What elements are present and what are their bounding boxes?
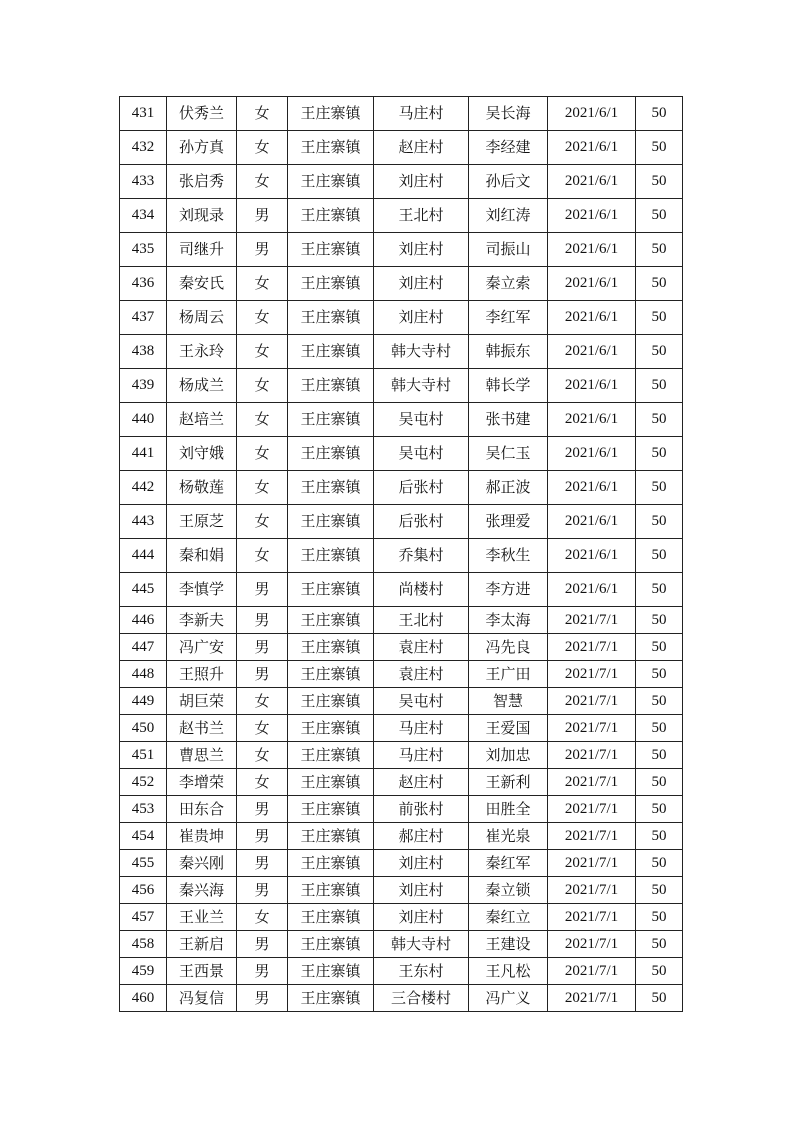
cell-town: 王庄寨镇 bbox=[288, 607, 374, 634]
cell-village: 乔集村 bbox=[374, 539, 469, 573]
table-row bbox=[120, 131, 683, 165]
cell-row-number: 450 bbox=[120, 715, 167, 742]
cell-agent-name: 智慧 bbox=[469, 688, 548, 715]
cell-person-name: 赵书兰 bbox=[167, 715, 237, 742]
cell-payment-date: 2021/7/1 bbox=[548, 607, 636, 634]
cell-row-number: 433 bbox=[120, 165, 167, 199]
cell-gender: 女 bbox=[237, 904, 288, 931]
cell-amount: 50 bbox=[636, 199, 683, 233]
cell-row-number: 453 bbox=[120, 796, 167, 823]
cell-town: 王庄寨镇 bbox=[288, 165, 374, 199]
cell-village: 尚楼村 bbox=[374, 573, 469, 607]
cell-gender: 女 bbox=[237, 505, 288, 539]
cell-gender: 男 bbox=[237, 823, 288, 850]
cell-town: 王庄寨镇 bbox=[288, 661, 374, 688]
cell-amount: 50 bbox=[636, 715, 683, 742]
cell-village: 三合楼村 bbox=[374, 985, 469, 1012]
cell-village: 吴屯村 bbox=[374, 437, 469, 471]
cell-payment-date: 2021/7/1 bbox=[548, 769, 636, 796]
cell-town: 王庄寨镇 bbox=[288, 904, 374, 931]
cell-gender: 女 bbox=[237, 165, 288, 199]
cell-row-number: 436 bbox=[120, 267, 167, 301]
cell-row-number: 457 bbox=[120, 904, 167, 931]
cell-person-name: 伏秀兰 bbox=[167, 97, 237, 131]
roster-body bbox=[120, 97, 683, 1012]
cell-gender: 男 bbox=[237, 661, 288, 688]
cell-town: 王庄寨镇 bbox=[288, 742, 374, 769]
cell-village: 刘庄村 bbox=[374, 877, 469, 904]
cell-gender: 男 bbox=[237, 199, 288, 233]
cell-person-name: 王原芝 bbox=[167, 505, 237, 539]
cell-row-number: 446 bbox=[120, 607, 167, 634]
cell-village: 后张村 bbox=[374, 505, 469, 539]
cell-row-number: 437 bbox=[120, 301, 167, 335]
table-row bbox=[120, 823, 683, 850]
cell-payment-date: 2021/6/1 bbox=[548, 539, 636, 573]
cell-amount: 50 bbox=[636, 823, 683, 850]
cell-village: 刘庄村 bbox=[374, 267, 469, 301]
cell-town: 王庄寨镇 bbox=[288, 369, 374, 403]
cell-town: 王庄寨镇 bbox=[288, 769, 374, 796]
cell-payment-date: 2021/7/1 bbox=[548, 850, 636, 877]
cell-payment-date: 2021/6/1 bbox=[548, 165, 636, 199]
cell-village: 刘庄村 bbox=[374, 301, 469, 335]
cell-payment-date: 2021/6/1 bbox=[548, 573, 636, 607]
cell-amount: 50 bbox=[636, 403, 683, 437]
cell-row-number: 443 bbox=[120, 505, 167, 539]
cell-village: 吴屯村 bbox=[374, 688, 469, 715]
cell-village: 韩大寺村 bbox=[374, 335, 469, 369]
cell-town: 王庄寨镇 bbox=[288, 715, 374, 742]
cell-person-name: 刘现录 bbox=[167, 199, 237, 233]
cell-village: 袁庄村 bbox=[374, 661, 469, 688]
cell-gender: 女 bbox=[237, 131, 288, 165]
cell-village: 郝庄村 bbox=[374, 823, 469, 850]
table-row bbox=[120, 233, 683, 267]
table-row bbox=[120, 335, 683, 369]
cell-agent-name: 冯广义 bbox=[469, 985, 548, 1012]
cell-town: 王庄寨镇 bbox=[288, 573, 374, 607]
cell-gender: 女 bbox=[237, 688, 288, 715]
cell-person-name: 孙方真 bbox=[167, 131, 237, 165]
cell-village: 马庄村 bbox=[374, 97, 469, 131]
cell-agent-name: 刘红涛 bbox=[469, 199, 548, 233]
cell-agent-name: 李秋生 bbox=[469, 539, 548, 573]
cell-payment-date: 2021/6/1 bbox=[548, 471, 636, 505]
cell-row-number: 434 bbox=[120, 199, 167, 233]
table-row bbox=[120, 369, 683, 403]
table-row bbox=[120, 796, 683, 823]
cell-gender: 女 bbox=[237, 403, 288, 437]
cell-town: 王庄寨镇 bbox=[288, 823, 374, 850]
cell-row-number: 441 bbox=[120, 437, 167, 471]
cell-agent-name: 崔光泉 bbox=[469, 823, 548, 850]
cell-amount: 50 bbox=[636, 335, 683, 369]
cell-agent-name: 张理爱 bbox=[469, 505, 548, 539]
cell-village: 王北村 bbox=[374, 607, 469, 634]
table-row bbox=[120, 573, 683, 607]
table-row bbox=[120, 301, 683, 335]
cell-row-number: 445 bbox=[120, 573, 167, 607]
cell-village: 袁庄村 bbox=[374, 634, 469, 661]
cell-agent-name: 李太海 bbox=[469, 607, 548, 634]
cell-gender: 男 bbox=[237, 931, 288, 958]
cell-agent-name: 田胜全 bbox=[469, 796, 548, 823]
cell-amount: 50 bbox=[636, 769, 683, 796]
table-row bbox=[120, 661, 683, 688]
cell-gender: 女 bbox=[237, 471, 288, 505]
cell-payment-date: 2021/6/1 bbox=[548, 301, 636, 335]
cell-gender: 女 bbox=[237, 742, 288, 769]
cell-payment-date: 2021/6/1 bbox=[548, 369, 636, 403]
cell-payment-date: 2021/6/1 bbox=[548, 233, 636, 267]
cell-payment-date: 2021/6/1 bbox=[548, 437, 636, 471]
cell-amount: 50 bbox=[636, 688, 683, 715]
cell-town: 王庄寨镇 bbox=[288, 505, 374, 539]
cell-person-name: 司继升 bbox=[167, 233, 237, 267]
cell-agent-name: 王爱国 bbox=[469, 715, 548, 742]
cell-payment-date: 2021/7/1 bbox=[548, 823, 636, 850]
table-row bbox=[120, 539, 683, 573]
cell-agent-name: 司振山 bbox=[469, 233, 548, 267]
cell-town: 王庄寨镇 bbox=[288, 634, 374, 661]
cell-town: 王庄寨镇 bbox=[288, 403, 374, 437]
cell-town: 王庄寨镇 bbox=[288, 539, 374, 573]
cell-town: 王庄寨镇 bbox=[288, 437, 374, 471]
cell-payment-date: 2021/7/1 bbox=[548, 796, 636, 823]
cell-village: 韩大寺村 bbox=[374, 931, 469, 958]
table-row bbox=[120, 199, 683, 233]
cell-payment-date: 2021/7/1 bbox=[548, 715, 636, 742]
cell-gender: 男 bbox=[237, 796, 288, 823]
cell-amount: 50 bbox=[636, 505, 683, 539]
cell-agent-name: 韩振东 bbox=[469, 335, 548, 369]
cell-amount: 50 bbox=[636, 301, 683, 335]
cell-row-number: 438 bbox=[120, 335, 167, 369]
table-row bbox=[120, 607, 683, 634]
table-row bbox=[120, 850, 683, 877]
cell-amount: 50 bbox=[636, 877, 683, 904]
cell-payment-date: 2021/7/1 bbox=[548, 877, 636, 904]
cell-agent-name: 秦红军 bbox=[469, 850, 548, 877]
cell-agent-name: 郝正波 bbox=[469, 471, 548, 505]
cell-person-name: 田东合 bbox=[167, 796, 237, 823]
cell-town: 王庄寨镇 bbox=[288, 985, 374, 1012]
cell-row-number: 440 bbox=[120, 403, 167, 437]
cell-village: 马庄村 bbox=[374, 715, 469, 742]
cell-person-name: 刘守娥 bbox=[167, 437, 237, 471]
cell-town: 王庄寨镇 bbox=[288, 796, 374, 823]
cell-agent-name: 秦立索 bbox=[469, 267, 548, 301]
cell-row-number: 460 bbox=[120, 985, 167, 1012]
cell-amount: 50 bbox=[636, 607, 683, 634]
cell-village: 刘庄村 bbox=[374, 904, 469, 931]
cell-person-name: 秦安氏 bbox=[167, 267, 237, 301]
cell-agent-name: 吴仁玉 bbox=[469, 437, 548, 471]
cell-person-name: 杨成兰 bbox=[167, 369, 237, 403]
cell-row-number: 454 bbox=[120, 823, 167, 850]
cell-amount: 50 bbox=[636, 742, 683, 769]
cell-village: 赵庄村 bbox=[374, 131, 469, 165]
cell-amount: 50 bbox=[636, 634, 683, 661]
cell-row-number: 452 bbox=[120, 769, 167, 796]
cell-gender: 男 bbox=[237, 573, 288, 607]
cell-row-number: 459 bbox=[120, 958, 167, 985]
cell-gender: 男 bbox=[237, 850, 288, 877]
cell-amount: 50 bbox=[636, 471, 683, 505]
cell-town: 王庄寨镇 bbox=[288, 877, 374, 904]
cell-row-number: 439 bbox=[120, 369, 167, 403]
cell-amount: 50 bbox=[636, 165, 683, 199]
cell-town: 王庄寨镇 bbox=[288, 97, 374, 131]
cell-town: 王庄寨镇 bbox=[288, 131, 374, 165]
cell-village: 王东村 bbox=[374, 958, 469, 985]
cell-amount: 50 bbox=[636, 850, 683, 877]
table-row bbox=[120, 769, 683, 796]
table-row bbox=[120, 877, 683, 904]
cell-person-name: 李新夫 bbox=[167, 607, 237, 634]
cell-payment-date: 2021/7/1 bbox=[548, 742, 636, 769]
cell-town: 王庄寨镇 bbox=[288, 688, 374, 715]
cell-payment-date: 2021/6/1 bbox=[548, 335, 636, 369]
cell-agent-name: 张书建 bbox=[469, 403, 548, 437]
cell-payment-date: 2021/7/1 bbox=[548, 931, 636, 958]
cell-payment-date: 2021/6/1 bbox=[548, 403, 636, 437]
cell-village: 马庄村 bbox=[374, 742, 469, 769]
table-row bbox=[120, 688, 683, 715]
cell-agent-name: 秦立锁 bbox=[469, 877, 548, 904]
cell-payment-date: 2021/6/1 bbox=[548, 131, 636, 165]
cell-gender: 女 bbox=[237, 369, 288, 403]
cell-village: 刘庄村 bbox=[374, 165, 469, 199]
cell-village: 王北村 bbox=[374, 199, 469, 233]
cell-row-number: 435 bbox=[120, 233, 167, 267]
cell-amount: 50 bbox=[636, 267, 683, 301]
cell-amount: 50 bbox=[636, 985, 683, 1012]
cell-person-name: 秦和娟 bbox=[167, 539, 237, 573]
cell-payment-date: 2021/7/1 bbox=[548, 688, 636, 715]
cell-person-name: 秦兴刚 bbox=[167, 850, 237, 877]
cell-town: 王庄寨镇 bbox=[288, 471, 374, 505]
cell-person-name: 王永玲 bbox=[167, 335, 237, 369]
cell-row-number: 448 bbox=[120, 661, 167, 688]
cell-town: 王庄寨镇 bbox=[288, 199, 374, 233]
cell-village: 吴屯村 bbox=[374, 403, 469, 437]
cell-amount: 50 bbox=[636, 539, 683, 573]
cell-row-number: 451 bbox=[120, 742, 167, 769]
cell-person-name: 杨周云 bbox=[167, 301, 237, 335]
table-row bbox=[120, 165, 683, 199]
table-row bbox=[120, 267, 683, 301]
cell-row-number: 431 bbox=[120, 97, 167, 131]
cell-agent-name: 王凡松 bbox=[469, 958, 548, 985]
cell-person-name: 崔贵坤 bbox=[167, 823, 237, 850]
cell-person-name: 张启秀 bbox=[167, 165, 237, 199]
cell-person-name: 李慎学 bbox=[167, 573, 237, 607]
cell-person-name: 赵培兰 bbox=[167, 403, 237, 437]
cell-village: 后张村 bbox=[374, 471, 469, 505]
cell-payment-date: 2021/7/1 bbox=[548, 661, 636, 688]
cell-person-name: 秦兴海 bbox=[167, 877, 237, 904]
cell-gender: 男 bbox=[237, 877, 288, 904]
cell-amount: 50 bbox=[636, 369, 683, 403]
cell-person-name: 王业兰 bbox=[167, 904, 237, 931]
cell-amount: 50 bbox=[636, 573, 683, 607]
cell-village: 刘庄村 bbox=[374, 850, 469, 877]
cell-amount: 50 bbox=[636, 904, 683, 931]
cell-row-number: 447 bbox=[120, 634, 167, 661]
cell-agent-name: 李红军 bbox=[469, 301, 548, 335]
table-row bbox=[120, 958, 683, 985]
table-row bbox=[120, 904, 683, 931]
cell-village: 刘庄村 bbox=[374, 233, 469, 267]
cell-person-name: 王照升 bbox=[167, 661, 237, 688]
cell-person-name: 李增荣 bbox=[167, 769, 237, 796]
cell-amount: 50 bbox=[636, 796, 683, 823]
cell-row-number: 444 bbox=[120, 539, 167, 573]
cell-town: 王庄寨镇 bbox=[288, 850, 374, 877]
cell-agent-name: 孙后文 bbox=[469, 165, 548, 199]
cell-row-number: 442 bbox=[120, 471, 167, 505]
cell-town: 王庄寨镇 bbox=[288, 301, 374, 335]
cell-village: 前张村 bbox=[374, 796, 469, 823]
cell-row-number: 449 bbox=[120, 688, 167, 715]
cell-amount: 50 bbox=[636, 131, 683, 165]
cell-payment-date: 2021/6/1 bbox=[548, 505, 636, 539]
cell-village: 赵庄村 bbox=[374, 769, 469, 796]
cell-gender: 女 bbox=[237, 335, 288, 369]
cell-town: 王庄寨镇 bbox=[288, 958, 374, 985]
cell-agent-name: 韩长学 bbox=[469, 369, 548, 403]
cell-gender: 女 bbox=[237, 437, 288, 471]
cell-agent-name: 王建设 bbox=[469, 931, 548, 958]
cell-town: 王庄寨镇 bbox=[288, 233, 374, 267]
table-row bbox=[120, 985, 683, 1012]
cell-amount: 50 bbox=[636, 958, 683, 985]
cell-payment-date: 2021/7/1 bbox=[548, 958, 636, 985]
cell-gender: 男 bbox=[237, 634, 288, 661]
cell-person-name: 王西景 bbox=[167, 958, 237, 985]
table-row bbox=[120, 437, 683, 471]
cell-gender: 女 bbox=[237, 715, 288, 742]
cell-agent-name: 王新利 bbox=[469, 769, 548, 796]
cell-amount: 50 bbox=[636, 97, 683, 131]
table-row bbox=[120, 505, 683, 539]
cell-agent-name: 冯先良 bbox=[469, 634, 548, 661]
cell-person-name: 杨敬莲 bbox=[167, 471, 237, 505]
cell-agent-name: 李经建 bbox=[469, 131, 548, 165]
cell-payment-date: 2021/6/1 bbox=[548, 267, 636, 301]
table-row bbox=[120, 742, 683, 769]
cell-payment-date: 2021/7/1 bbox=[548, 985, 636, 1012]
roster-table bbox=[119, 96, 683, 1012]
cell-amount: 50 bbox=[636, 233, 683, 267]
table-row bbox=[120, 97, 683, 131]
table-row bbox=[120, 931, 683, 958]
cell-gender: 男 bbox=[237, 958, 288, 985]
cell-row-number: 458 bbox=[120, 931, 167, 958]
cell-payment-date: 2021/6/1 bbox=[548, 199, 636, 233]
cell-payment-date: 2021/7/1 bbox=[548, 634, 636, 661]
cell-row-number: 455 bbox=[120, 850, 167, 877]
cell-person-name: 曹思兰 bbox=[167, 742, 237, 769]
cell-gender: 女 bbox=[237, 267, 288, 301]
cell-gender: 男 bbox=[237, 985, 288, 1012]
cell-amount: 50 bbox=[636, 437, 683, 471]
cell-agent-name: 秦红立 bbox=[469, 904, 548, 931]
cell-row-number: 432 bbox=[120, 131, 167, 165]
cell-gender: 男 bbox=[237, 233, 288, 267]
cell-person-name: 王新启 bbox=[167, 931, 237, 958]
cell-town: 王庄寨镇 bbox=[288, 267, 374, 301]
cell-town: 王庄寨镇 bbox=[288, 335, 374, 369]
cell-amount: 50 bbox=[636, 931, 683, 958]
cell-gender: 女 bbox=[237, 539, 288, 573]
cell-agent-name: 李方进 bbox=[469, 573, 548, 607]
table-row bbox=[120, 471, 683, 505]
cell-gender: 女 bbox=[237, 301, 288, 335]
cell-payment-date: 2021/6/1 bbox=[548, 97, 636, 131]
cell-person-name: 冯广安 bbox=[167, 634, 237, 661]
cell-row-number: 456 bbox=[120, 877, 167, 904]
cell-gender: 女 bbox=[237, 769, 288, 796]
cell-gender: 女 bbox=[237, 97, 288, 131]
cell-gender: 男 bbox=[237, 607, 288, 634]
cell-village: 韩大寺村 bbox=[374, 369, 469, 403]
cell-person-name: 胡巨荣 bbox=[167, 688, 237, 715]
table-row bbox=[120, 403, 683, 437]
table-row bbox=[120, 634, 683, 661]
cell-person-name: 冯复信 bbox=[167, 985, 237, 1012]
cell-amount: 50 bbox=[636, 661, 683, 688]
cell-agent-name: 吴长海 bbox=[469, 97, 548, 131]
cell-payment-date: 2021/7/1 bbox=[548, 904, 636, 931]
cell-agent-name: 王广田 bbox=[469, 661, 548, 688]
table-row bbox=[120, 715, 683, 742]
cell-town: 王庄寨镇 bbox=[288, 931, 374, 958]
cell-agent-name: 刘加忠 bbox=[469, 742, 548, 769]
